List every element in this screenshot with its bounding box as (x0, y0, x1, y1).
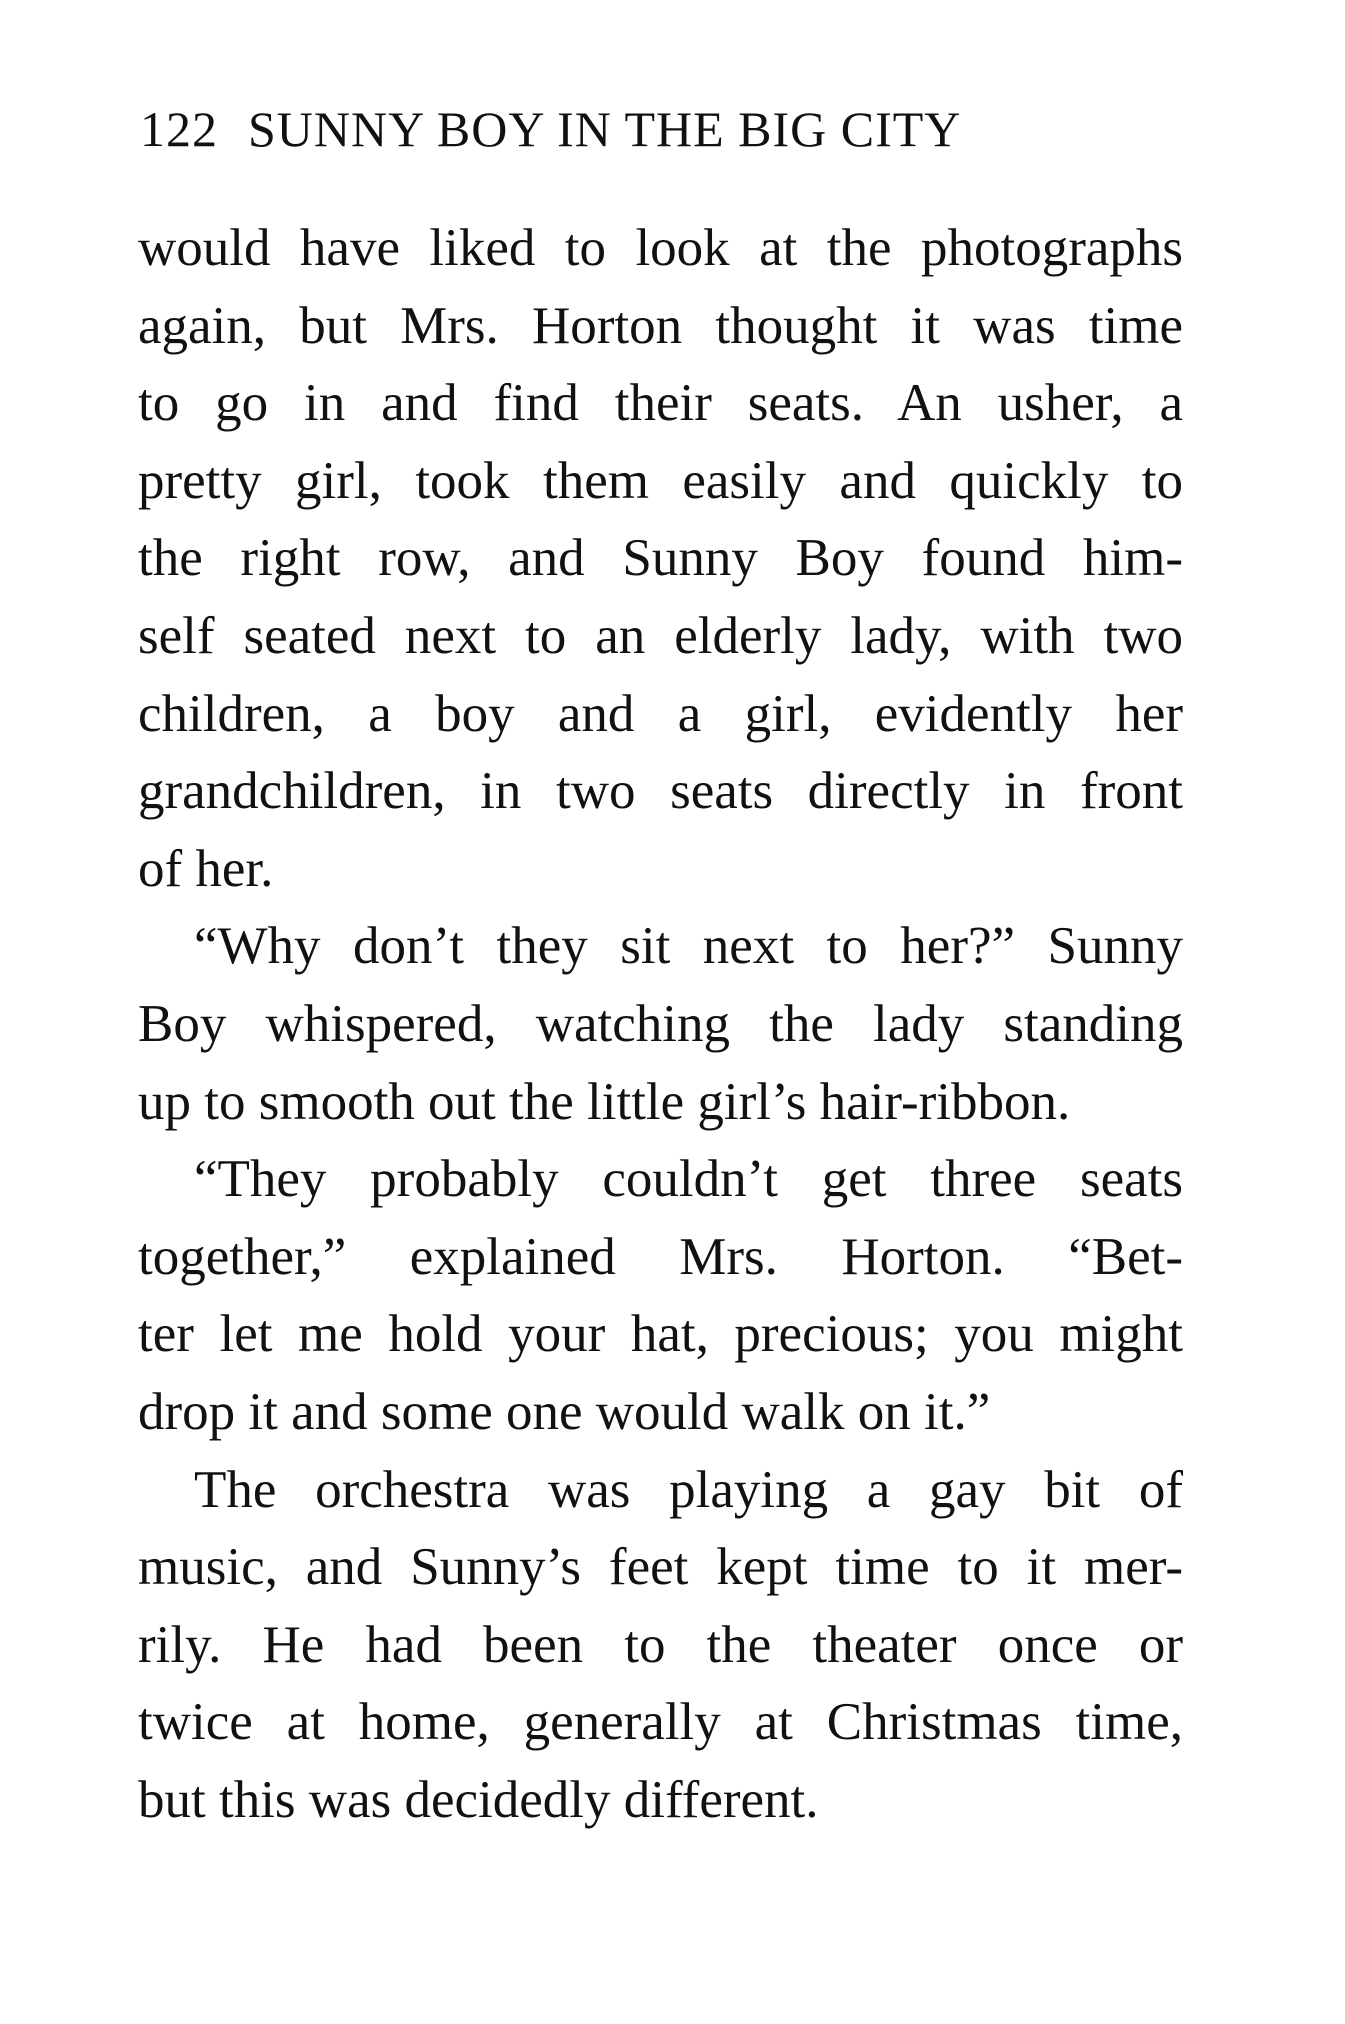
text-line: children, a boy and a girl, evidently her (138, 684, 1183, 743)
text-line: Boy whispered, watching the lady standing (138, 994, 1183, 1053)
text-line: “Why don’t they sit next to her?” Sunny (194, 917, 1183, 976)
text-line: to go in and find their seats. An usher, a (138, 374, 1183, 433)
text-line: the right row, and Sunny Boy found him- (138, 529, 1183, 588)
text-line: twice at home, generally at Christmas time, (138, 1693, 1183, 1752)
paragraph (138, 1452, 1183, 1840)
text-line: grandchildren, in two seats directly in front (138, 762, 1183, 821)
text-line: up to smooth out the little girl’s hair-ribbon. (138, 1072, 1071, 1131)
text-line: would have liked to look at the photographs (138, 219, 1183, 277)
text-line: rily. He had been to the theater once or (138, 1615, 1183, 1674)
text-line: “They probably couldn’t get three seats (194, 1150, 1183, 1209)
text-line: self seated next to an elderly lady, with two (138, 606, 1183, 665)
text-line: music, and Sunny’s feet kept time to it mer- (138, 1538, 1183, 1597)
paragraph (138, 210, 1183, 908)
text-line: drop it and some one would walk on it.” (138, 1382, 991, 1441)
body-text (138, 210, 1183, 1839)
running-header (140, 100, 1180, 158)
paragraph (138, 908, 1183, 1141)
text-line: pretty girl, took them easily and quickly to (138, 451, 1183, 510)
paragraph (138, 1141, 1183, 1451)
page-number: 122 (140, 101, 218, 157)
running-title: SUNNY BOY IN THE BIG CITY (248, 101, 962, 157)
text-line: but this was decidedly different. (138, 1770, 819, 1829)
text-line: together,” explained Mrs. Horton. “Bet- (138, 1227, 1183, 1286)
text-line: of her. (138, 839, 274, 898)
text-line: ter let me hold your hat, precious; you might (138, 1305, 1183, 1364)
text-line: again, but Mrs. Horton thought it was time (138, 296, 1183, 355)
text-line: The orchestra was playing a gay bit of (194, 1460, 1183, 1519)
